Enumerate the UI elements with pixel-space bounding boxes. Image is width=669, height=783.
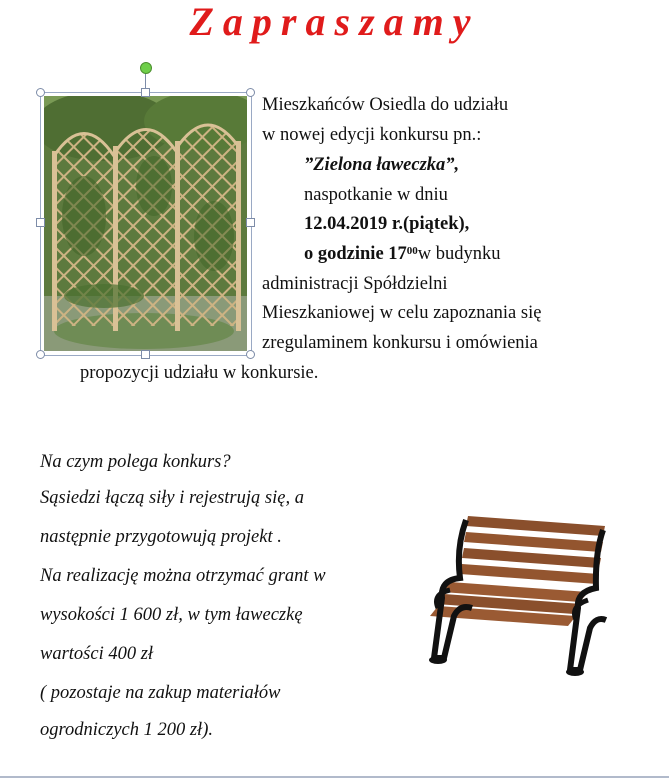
details-line: wartości 400 zł <box>40 644 154 664</box>
details-line: następnie przygotowują projekt . <box>40 527 282 547</box>
resize-handle-top-right[interactable] <box>246 88 255 97</box>
image-selection-frame <box>40 92 252 356</box>
time-prefix: o godzinie 17 <box>304 244 407 264</box>
meeting-time <box>304 243 501 265</box>
page-title: Zapraszamy <box>189 0 480 44</box>
invite-line: naspotkanie w dniu <box>304 185 448 205</box>
park-bench-image <box>420 508 620 678</box>
time-superscript: 00 <box>406 245 418 257</box>
resize-handle-bottom-right[interactable] <box>246 350 255 359</box>
invite-line: administracji Spółdzielni <box>262 274 448 294</box>
resize-handle-left[interactable] <box>36 218 45 227</box>
invite-line: w nowej edycji konkursu pn.: <box>262 125 482 145</box>
resize-handle-top[interactable] <box>141 88 150 97</box>
details-line: ( pozostaje na zakup materiałów <box>40 683 281 703</box>
contest-name: ”Zielona ławeczka”, <box>304 155 460 175</box>
invite-line: Mieszkańców Osiedla do udziału <box>262 95 509 115</box>
meeting-date: 12.04.2019 r.(piątek), <box>304 214 470 234</box>
time-suffix: w budynku <box>417 244 501 264</box>
resize-handle-top-left[interactable] <box>36 88 45 97</box>
details-line: wysokości 1 600 zł, w tym ławeczkę <box>40 605 303 625</box>
details-question: Na czym polega konkurs? <box>40 452 231 472</box>
invite-line: zregulaminem konkursu i omówienia <box>262 333 538 353</box>
resize-handle-right[interactable] <box>246 218 255 227</box>
details-line: ogrodniczych 1 200 zł). <box>40 720 213 740</box>
page-bottom-border <box>0 776 669 778</box>
details-line: Na realizację można otrzymać grant w <box>40 566 326 586</box>
resize-handle-bottom[interactable] <box>141 350 150 359</box>
rotate-handle[interactable] <box>140 62 152 74</box>
invite-line: propozycji udziału w konkursie. <box>80 363 319 383</box>
invite-line: Mieszkaniowej w celu zapoznania się <box>262 303 542 323</box>
resize-handle-bottom-left[interactable] <box>36 350 45 359</box>
details-line: Sąsiedzi łączą siły i rejestrują się, a <box>40 488 304 508</box>
